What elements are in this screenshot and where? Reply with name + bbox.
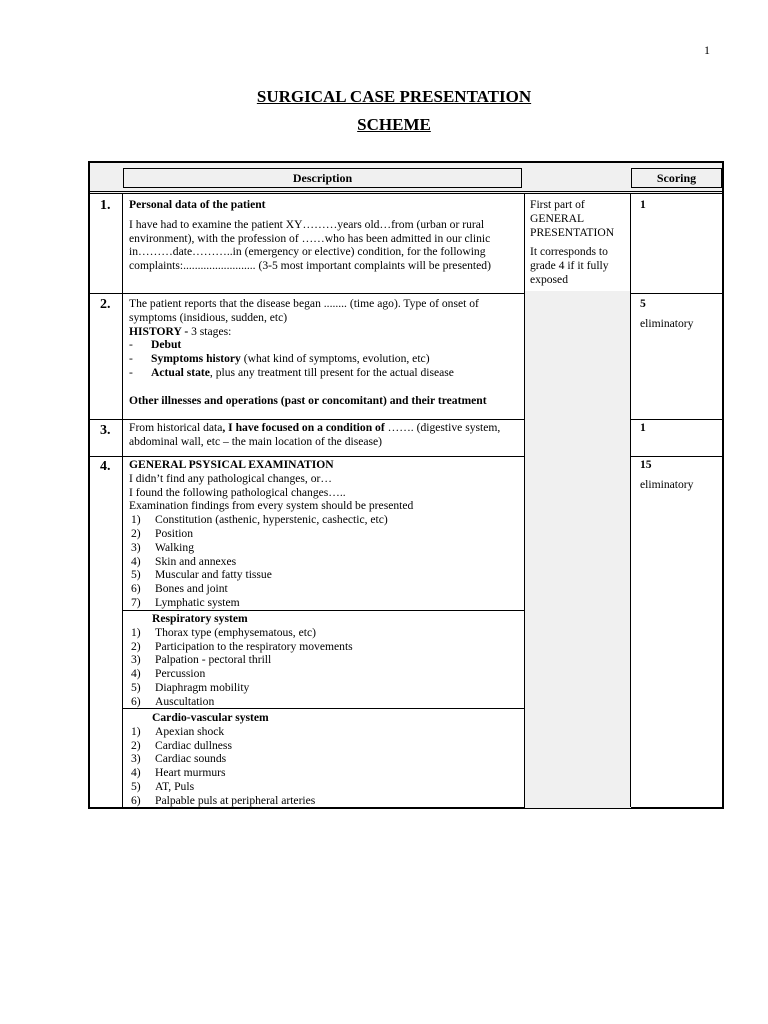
- mid-line-3: PRESENTATION: [530, 225, 615, 239]
- row-2-description: [129, 297, 519, 408]
- document-subtitle: SCHEME: [357, 115, 431, 134]
- mid-line-1: First part of: [530, 198, 585, 211]
- row-4-description: [129, 458, 519, 610]
- other-illnesses: Other illnesses and operations (past or concomitant) and their treatment: [129, 393, 487, 407]
- stage-item: - Actual state, plus any treatment till present for the actual disease: [129, 365, 454, 379]
- row-1-text: I have had to examine the patient XY………years old…from (urban or rural environment), with the profession of ……who has been admitted in our clinic in………date………..in (emergency or elective) condition, for the following complaints:......................... (3-5 most important complaints will be presented): [129, 217, 491, 273]
- list-item: 2) Participation to the respiratory movements: [131, 639, 353, 653]
- general-presentation-note: [530, 198, 630, 287]
- row-2-scoring: [640, 297, 720, 331]
- rule-row1: [90, 293, 525, 294]
- mid-line-6: exposed: [530, 272, 568, 286]
- rule-row3: [90, 456, 525, 457]
- row-2-score-note: eliminatory: [640, 316, 694, 330]
- middle-column-shade: [525, 291, 631, 808]
- cardio-section: [129, 711, 519, 808]
- history-line: [129, 325, 519, 339]
- list-item: 1) Thorax type (emphysematous, etc): [131, 625, 316, 639]
- general-exam-list: [129, 513, 519, 610]
- respiratory-list: [129, 626, 519, 709]
- list-item: 4) Percussion: [131, 667, 206, 681]
- history-rest: 3 stages:: [188, 324, 232, 338]
- row-4-line-2: I found the following pathological changes…..: [129, 485, 346, 499]
- list-item: 6) Bones and joint: [131, 582, 228, 596]
- list-item: 4) Skin and annexes: [131, 554, 237, 568]
- list-item: 5) Muscular and fatty tissue: [131, 568, 272, 582]
- rule-row1-score: [630, 293, 722, 294]
- row-number-3: 3.: [100, 423, 111, 438]
- row-4-score: 15: [640, 458, 652, 471]
- list-item: 6) Auscultation: [131, 694, 215, 708]
- list-item: 2) Position: [131, 526, 194, 540]
- mid-line-2: GENERAL: [530, 211, 585, 225]
- header-description: Description: [123, 168, 522, 188]
- list-item: 3) Walking: [131, 540, 194, 554]
- stage-item: - Symptoms history (what kind of symptoms, evolution, etc): [129, 352, 430, 366]
- rule-vertical-mid: [630, 194, 631, 807]
- stage-item: - Debut: [129, 338, 182, 352]
- row-2-score: 5: [640, 297, 646, 310]
- rule-vertical-num: [122, 194, 123, 807]
- table-header: [90, 163, 722, 194]
- list-item: 6) Palpable puls at peripheral arteries: [131, 793, 316, 807]
- row-4-line-1: I didn’t find any pathological changes, or…: [129, 471, 332, 485]
- list-item: 5) Diaphragm mobility: [131, 680, 250, 694]
- row-1-score: 1: [640, 198, 646, 211]
- rule-row2: [90, 419, 525, 420]
- mid-line-5: grade 4 if it fully: [530, 259, 609, 273]
- rule-vertical-desc: [524, 194, 525, 807]
- scheme-table: [88, 161, 724, 809]
- list-item: 7) Lymphatic system: [131, 595, 240, 609]
- rule-row2-score: [630, 419, 722, 420]
- list-item: 1) Apexian shock: [131, 724, 225, 738]
- row-3-score: 1: [640, 421, 646, 434]
- document-title: SURGICAL CASE PRESENTATION: [256, 87, 532, 106]
- row-4-heading: GENERAL PSYSICAL EXAMINATION: [129, 458, 334, 471]
- list-item: 5) AT, Puls: [131, 779, 195, 793]
- respiratory-section: [129, 612, 519, 709]
- mid-line-4: It corresponds to: [530, 245, 608, 259]
- row-4-line-3: Examination findings from every system should be presented: [129, 499, 414, 513]
- history-label: HISTORY -: [129, 324, 189, 338]
- list-item: 2) Cardiac dullness: [131, 738, 232, 752]
- respiratory-heading: Respiratory system: [152, 612, 248, 625]
- cardio-heading: Cardio-vascular system: [152, 711, 269, 724]
- cardio-list: [129, 725, 519, 808]
- header-scoring: Scoring: [631, 168, 722, 188]
- row-number-2: 2.: [100, 297, 111, 312]
- rule-row3-score: [630, 456, 722, 457]
- row-1-heading: Personal data of the patient: [129, 198, 266, 211]
- row-3-description: From historical data, I have focused on a condition of ……. (digestive system, abdominal wall, etc – the main location of the disease): [129, 421, 501, 448]
- rule-respiratory: [123, 610, 525, 611]
- list-item: 3) Palpation - pectoral thrill: [131, 653, 272, 667]
- row-2-intro: The patient reports that the disease began ........ (time ago). Type of onset of symptoms (insidious, sudden, etc): [129, 297, 479, 324]
- list-item: 3) Cardiac sounds: [131, 752, 227, 766]
- row-number-4: 4.: [100, 459, 111, 474]
- list-item: 4) Heart murmurs: [131, 766, 226, 780]
- row-4-score-note: eliminatory: [640, 477, 694, 491]
- row-4-scoring: [640, 458, 720, 492]
- list-item: 1) Constitution (asthenic, hyperstenic, cashectic, etc): [131, 513, 388, 527]
- page-number: 1: [704, 43, 710, 57]
- row-number-1: 1.: [100, 198, 111, 213]
- row-1-description: [129, 198, 519, 273]
